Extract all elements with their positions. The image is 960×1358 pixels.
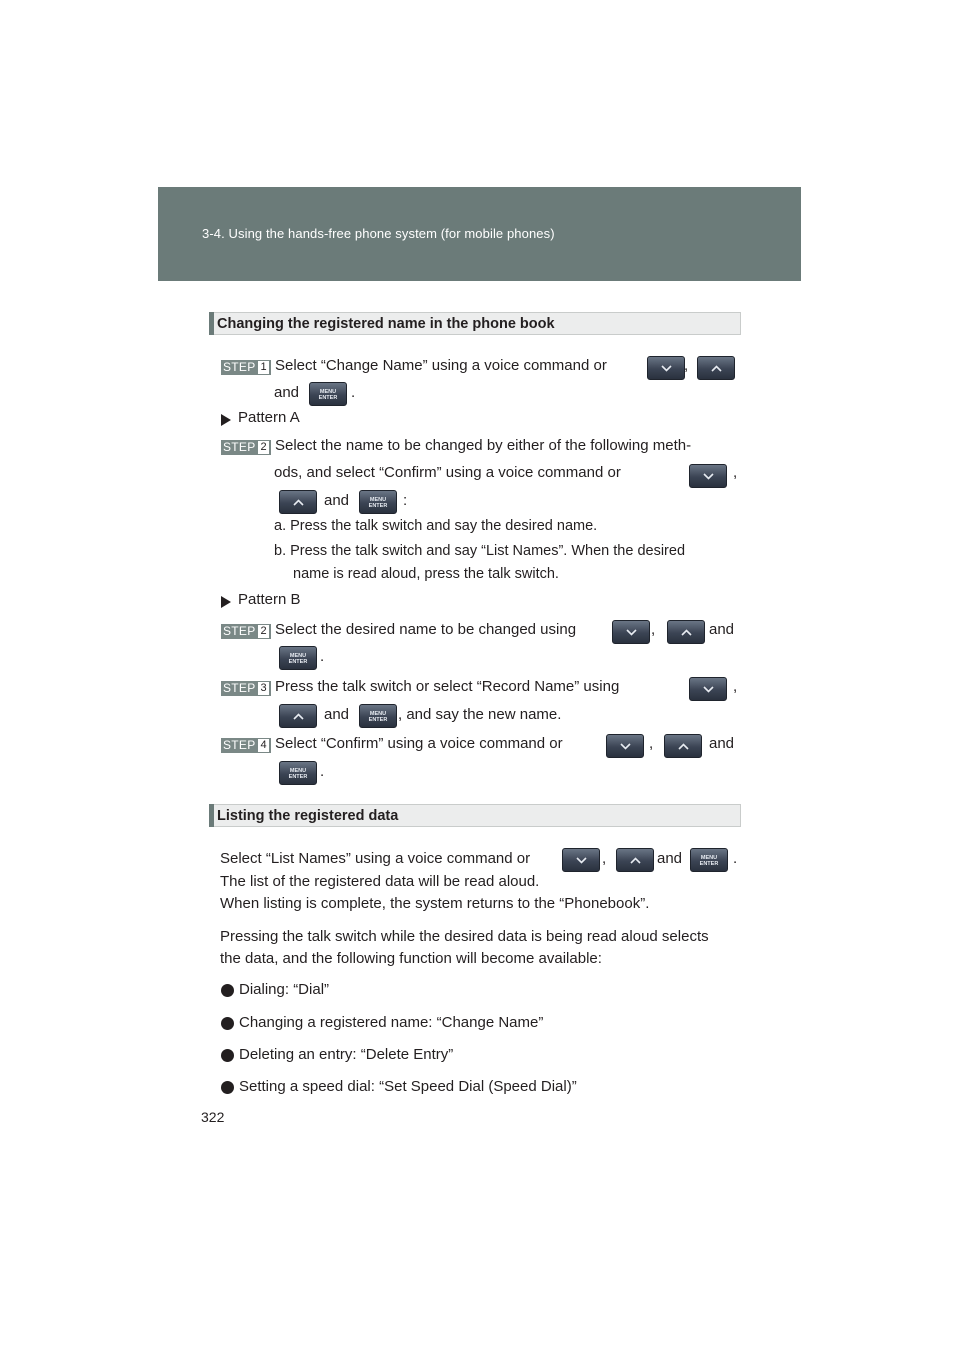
up-button	[616, 848, 654, 872]
comma: ,	[684, 357, 689, 374]
step3-tail: , and say the new name.	[398, 706, 562, 723]
chevron-down-icon	[626, 629, 637, 636]
menu-enter-button: MENU ENTER	[309, 382, 347, 406]
option-a: a. Press the talk switch and say the desired name.	[274, 518, 598, 534]
comma: ,	[649, 735, 654, 752]
section-accent	[209, 804, 214, 827]
period: .	[320, 648, 325, 665]
chevron-up-icon	[293, 713, 304, 720]
comma: ,	[733, 678, 738, 695]
and-text: and	[274, 384, 300, 401]
down-button	[562, 848, 600, 872]
section-heading-change-name	[209, 312, 741, 335]
period: .	[733, 850, 738, 867]
up-button	[279, 490, 317, 514]
listing-line3: When listing is complete, the system returns to the “Phonebook”.	[220, 895, 650, 912]
menu-enter-button: MENU ENTER	[359, 704, 397, 728]
step-badge-2a: STEP 2	[221, 440, 271, 455]
section-heading-listing	[209, 804, 741, 827]
colon: :	[403, 492, 408, 509]
step-badge-1	[221, 360, 271, 375]
up-button	[279, 704, 317, 728]
triangle-bullet-icon	[221, 414, 231, 426]
step-badge-3: STEP 3	[221, 681, 271, 696]
pattern-a-step2-line1: Select the name to be changed by either of the following meth-	[275, 437, 692, 454]
step-badge-2b: STEP 2	[221, 624, 271, 639]
function-item: Deleting an entry: “Delete Entry”	[239, 1046, 454, 1063]
listing-para-line2: the data, and the following function will become available:	[220, 950, 602, 967]
comma: ,	[602, 850, 607, 867]
triangle-bullet-icon	[221, 596, 231, 608]
listing-line1: Select “List Names” using a voice command or	[220, 850, 531, 867]
bullet-icon	[221, 1081, 234, 1094]
up-button	[697, 356, 735, 380]
chevron-down-icon	[703, 473, 714, 480]
function-item: Setting a speed dial: “Set Speed Dial (Speed Dial)”	[239, 1078, 577, 1095]
pattern-a-step2-line2: ods, and select “Confirm” using a voice command or	[274, 464, 621, 481]
step-label: STEP	[223, 360, 256, 374]
step4-text: Select “Confirm” using a voice command or	[275, 735, 563, 752]
bullet-icon	[221, 984, 234, 997]
menu-enter-button: MENU ENTER	[279, 761, 317, 785]
function-item: Changing a registered name: “Change Name”	[239, 1014, 544, 1031]
and-text: and	[324, 706, 350, 723]
and-text: and	[657, 850, 683, 867]
pattern-a-label: Pattern A	[238, 409, 300, 426]
up-button	[664, 734, 702, 758]
bullet-icon	[221, 1049, 234, 1062]
step-number: 1	[257, 360, 270, 375]
down-button	[606, 734, 644, 758]
chevron-up-icon	[711, 365, 722, 372]
bullet-icon	[221, 1017, 234, 1030]
and-text: and	[709, 621, 735, 638]
comma: ,	[651, 621, 656, 638]
option-b-line2: name is read aloud, press the talk switch.	[293, 566, 559, 582]
option-b-line1: b. Press the talk switch and say “List Names”. When the desired	[274, 543, 686, 559]
chevron-down-icon	[661, 365, 672, 372]
listing-para-line1: Pressing the talk switch while the desired data is being read aloud selects	[220, 928, 709, 945]
section-accent	[209, 312, 214, 335]
down-button	[612, 620, 650, 644]
comma: ,	[733, 464, 738, 481]
chapter-header-title: 3-4. Using the hands-free phone system (for mobile phones)	[202, 226, 555, 241]
period: .	[320, 763, 325, 780]
chevron-down-icon	[620, 743, 631, 750]
up-button	[667, 620, 705, 644]
chevron-down-icon	[703, 686, 714, 693]
step3-text: Press the talk switch or select “Record Name” using	[275, 678, 620, 695]
down-button	[689, 677, 727, 701]
page-number: 322	[201, 1109, 225, 1125]
and-text: and	[324, 492, 350, 509]
section-title: Changing the registered name in the phone book	[217, 316, 555, 332]
menu-enter-button: MENU ENTER	[690, 848, 728, 872]
pattern-b-label: Pattern B	[238, 591, 301, 608]
chevron-down-icon	[576, 857, 587, 864]
step-badge-4: STEP 4	[221, 738, 271, 753]
function-item: Dialing: “Dial”	[239, 981, 330, 998]
step1-text: Select “Change Name” using a voice command or	[275, 357, 607, 374]
chevron-up-icon	[630, 857, 641, 864]
menu-enter-button: MENU ENTER	[279, 646, 317, 670]
chevron-up-icon	[293, 499, 304, 506]
listing-line2: The list of the registered data will be read aloud.	[220, 873, 540, 890]
down-button	[647, 356, 685, 380]
menu-enter-button: MENU ENTER	[359, 490, 397, 514]
and-text: and	[709, 735, 735, 752]
period: .	[351, 384, 356, 401]
chevron-up-icon	[678, 743, 689, 750]
chevron-up-icon	[681, 629, 692, 636]
pattern-b-step2-text: Select the desired name to be changed using	[275, 621, 577, 638]
section-title: Listing the registered data	[217, 808, 399, 824]
down-button	[689, 464, 727, 488]
